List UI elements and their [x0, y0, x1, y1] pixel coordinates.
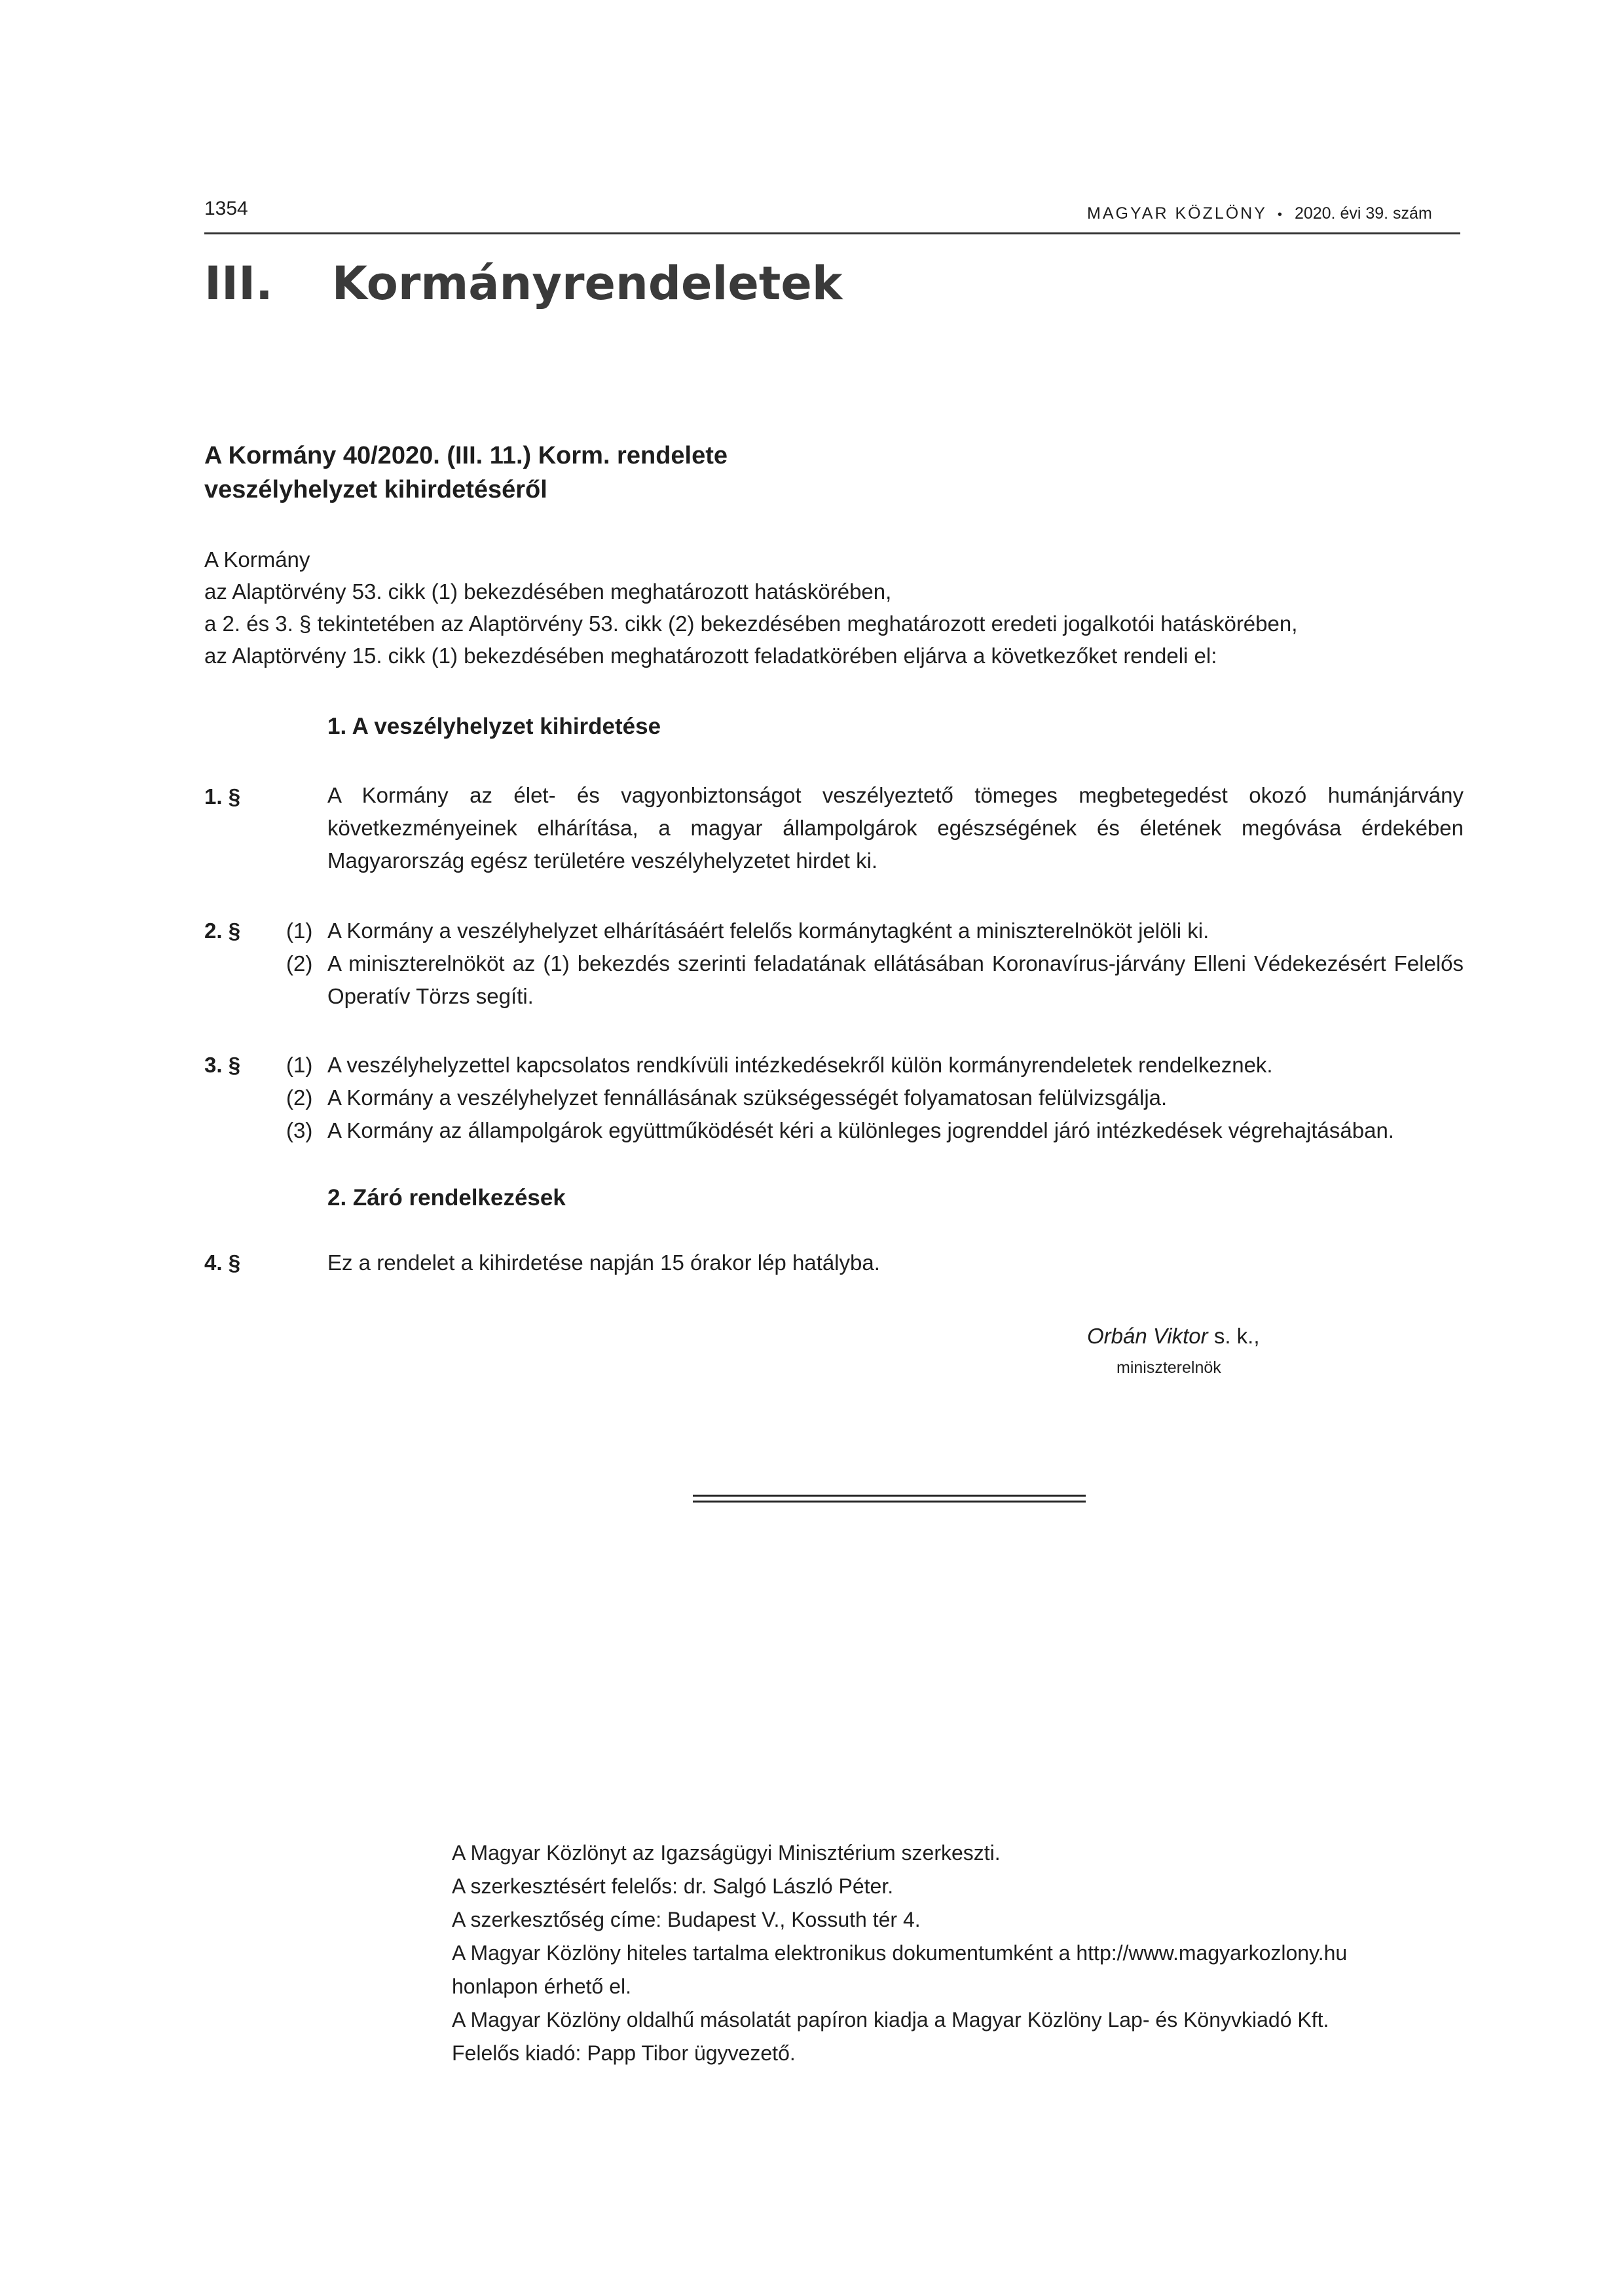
- paragraph-number: 1. §: [204, 784, 241, 809]
- imprint-line: A szerkesztésért felelős: dr. Salgó László Péter.: [452, 1874, 894, 1898]
- imprint: [452, 1836, 1347, 2070]
- subsection-number: (2): [286, 1085, 313, 1110]
- paragraph-text: Ez a rendelet a kihirdetése napján 15 órakor lép hatályba.: [327, 1250, 880, 1275]
- chapter-heading-2: 2. Záró rendelkezések: [327, 1185, 566, 1211]
- paragraph-number: 3. §: [204, 1053, 241, 1077]
- preamble: [204, 543, 1297, 672]
- preamble-line: a 2. és 3. § tekintetében az Alaptörvény 53. cikk (2) bekezdésében meghatározott eredeti jogalkotói hatáskörében,: [204, 611, 1298, 636]
- subsection-text: A Kormány a veszélyhelyzet fennállásának szükségességét folyamatosan felülvizsgálja.: [327, 1085, 1168, 1110]
- masthead: [1087, 204, 1432, 223]
- subsection-number: (3): [286, 1118, 313, 1142]
- publication-name: MAGYAR KÖZLÖNY: [1087, 204, 1267, 223]
- subsection-text: A veszélyhelyzettel kapcsolatos rendkívüli intézkedésekről külön kormányrendeletek rendelkeznek.: [327, 1053, 1273, 1077]
- subsection-number: (1): [286, 919, 313, 943]
- subsection-number: (2): [286, 951, 313, 975]
- imprint-line: Felelős kiadó: Papp Tibor ügyvezető.: [452, 2041, 796, 2065]
- preamble-line: A Kormány: [204, 547, 310, 572]
- header-rule: [204, 232, 1460, 234]
- page-number: 1354: [204, 198, 248, 219]
- masthead-separator: •: [1277, 208, 1284, 222]
- issue-number: 2020. évi 39. szám: [1294, 204, 1432, 223]
- subsection-text: A Kormány a veszélyhelyzet elhárításáért felelős kormánytagként a miniszterelnököt jelöli ki.: [327, 919, 1209, 943]
- chapter-heading-1: 1. A veszélyhelyzet kihirdetése: [327, 714, 661, 739]
- imprint-line: A szerkesztőség címe: Budapest V., Kossuth tér 4.: [452, 1908, 921, 1931]
- section-heading: [204, 257, 842, 310]
- decree-title-line2: veszélyhelyzet kihirdetéséről: [204, 476, 547, 503]
- decree-title: [204, 439, 728, 507]
- preamble-line: az Alaptörvény 15. cikk (1) bekezdésében meghatározott feladatkörében eljárva a következőket rendeli el:: [204, 644, 1217, 668]
- imprint-line: A Magyar Közlönyt az Igazságügyi Minisztérium szerkeszti.: [452, 1841, 1001, 1865]
- section-title: Kormányrendeletek: [331, 257, 843, 310]
- imprint-line: A Magyar Közlöny oldalhű másolatát papíron kiadja a Magyar Közlöny Lap- és Könyvkiadó Kft.: [452, 2008, 1329, 2032]
- paragraph-text: A Kormány az élet- és vagyonbiztonságot veszélyeztető tömeges megbetegedést okozó humánjárvány következményeinek elhárítása, a magyar állampolgárok egészségének és életének megóvása érdekében Magyarország egész területére veszélyhelyzetet hirdet ki.: [327, 783, 1464, 873]
- closing-rule: [693, 1495, 1086, 1497]
- signatory-role: miniszterelnök: [1116, 1358, 1221, 1377]
- signature-suffix: s. k.,: [1208, 1324, 1260, 1348]
- paragraph-number: 4. §: [204, 1250, 241, 1275]
- subsection-text: A Kormány az állampolgárok együttműködését kéri a különleges jogrenddel járó intézkedések végrehajtásában.: [327, 1118, 1394, 1142]
- preamble-line: az Alaptörvény 53. cikk (1) bekezdésében meghatározott hatáskörében,: [204, 579, 892, 604]
- section-number: III.: [204, 257, 273, 310]
- signature: [1087, 1324, 1260, 1349]
- subsection-text: A miniszterelnököt az (1) bekezdés szerinti feladatának ellátásában Koronavírus-járvány Elleni Védekezésért Felelős Operatív Törzs segíti.: [327, 951, 1464, 1008]
- subsection-number: (1): [286, 1053, 313, 1077]
- decree-title-line1: A Kormány 40/2020. (III. 11.) Korm. rendelete: [204, 442, 728, 469]
- imprint-line: honlapon érhető el.: [452, 1975, 631, 1998]
- closing-rule: [693, 1501, 1086, 1503]
- imprint-line: A Magyar Közlöny hiteles tartalma elektronikus dokumentumként a http://www.magyarkozlony.hu: [452, 1941, 1348, 1965]
- signatory-name: Orbán Viktor: [1087, 1324, 1208, 1348]
- paragraph-number: 2. §: [204, 919, 241, 943]
